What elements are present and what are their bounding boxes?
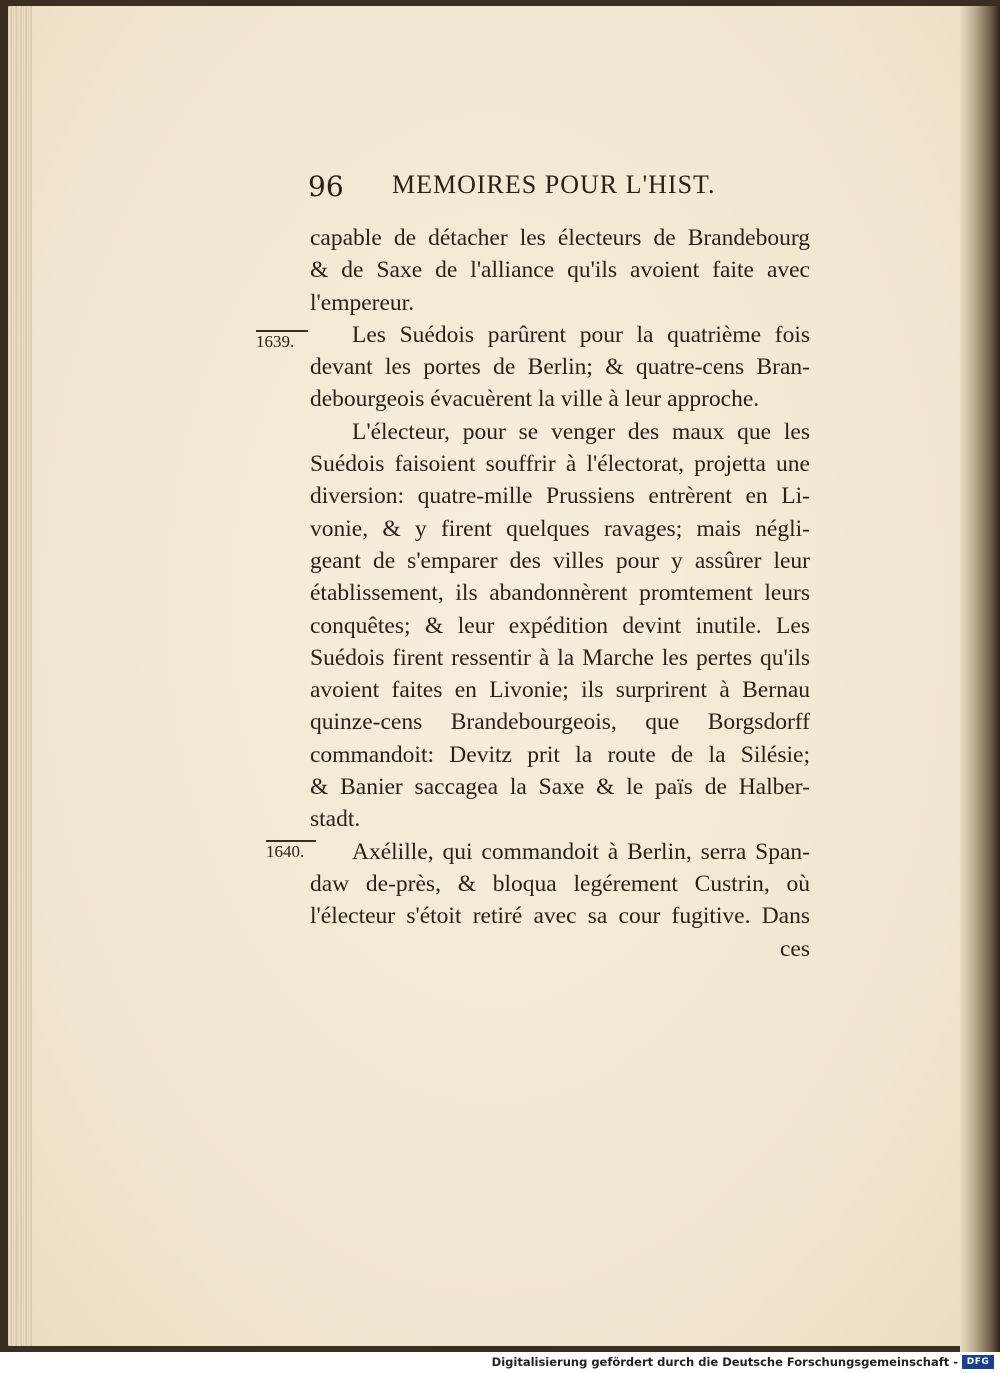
page-edges <box>8 6 32 1346</box>
funding-notice: Digitalisierung gefördert durch die Deutsche Forschungsgemeinschaft - <box>491 1355 958 1369</box>
text-line: Suédois faisoient souffrir à l'électorat, projetta une <box>310 451 810 478</box>
gutter-shadow <box>960 6 1000 1352</box>
text-line: Axélille, qui commandoit à Berlin, serra Span- <box>352 838 810 865</box>
text-line: L'électeur, pour se venger des maux que les <box>352 418 810 445</box>
running-head <box>300 166 780 210</box>
text-line: Suédois firent ressentir à la Marche les pertes qu'ils <box>310 644 810 671</box>
text-line: capable de détacher les électeurs de Brandebourg <box>310 225 810 251</box>
text-line: conquêtes; & leur expédition devint inutile. Les <box>310 612 810 639</box>
text-line: établissement, ils abandonnèrent promtement leurs <box>310 580 810 607</box>
text-line: & de Saxe de l'alliance qu'ils avoient faite avec <box>310 257 810 284</box>
running-title: MEMOIRES POUR L'HIST. <box>392 170 716 199</box>
dfg-logo-icon: DFG <box>962 1355 994 1369</box>
body-text <box>310 222 810 965</box>
text-line: daw de-près, & bloqua legérement Custrin, où <box>310 870 810 897</box>
text-line: & Banier saccagea la Saxe & le païs de Halber- <box>310 774 810 801</box>
margin-note-1639: 1639. <box>256 330 308 352</box>
text-line: geant de s'emparer des villes pour y assûrer leur <box>310 547 810 574</box>
text-line: diversion: quatre-mille Prussiens entrèrent en Li- <box>310 483 810 510</box>
text-line: quinze-cens Brandebourgeois, que Borgsdorff <box>310 709 810 736</box>
footer <box>0 1352 1000 1373</box>
text-line: vonie, & y firent quelques ravages; mais négli- <box>310 515 810 542</box>
catchword: ces <box>779 935 810 962</box>
text-line: debourgeois évacuèrent la ville à leur approche. <box>310 386 760 413</box>
text-line: commandoit: Devitz prit la route de la Silésie; <box>310 741 810 768</box>
margin-note-1640: 1640. <box>266 840 316 862</box>
page-number: 96 <box>308 170 344 203</box>
text-line: l'électeur s'étoit retiré avec sa cour fugitive. Dans <box>310 903 810 930</box>
text-line: stadt. <box>310 806 361 833</box>
text-line: devant les portes de Berlin; & quatre-cens Bran- <box>310 354 810 381</box>
text-line: l'empereur. <box>310 289 415 316</box>
text-line: Les Suédois parûrent pour la quatrième fois <box>352 321 810 348</box>
text-line: avoient faites en Livonie; ils surprirent à Bernau <box>310 677 810 704</box>
